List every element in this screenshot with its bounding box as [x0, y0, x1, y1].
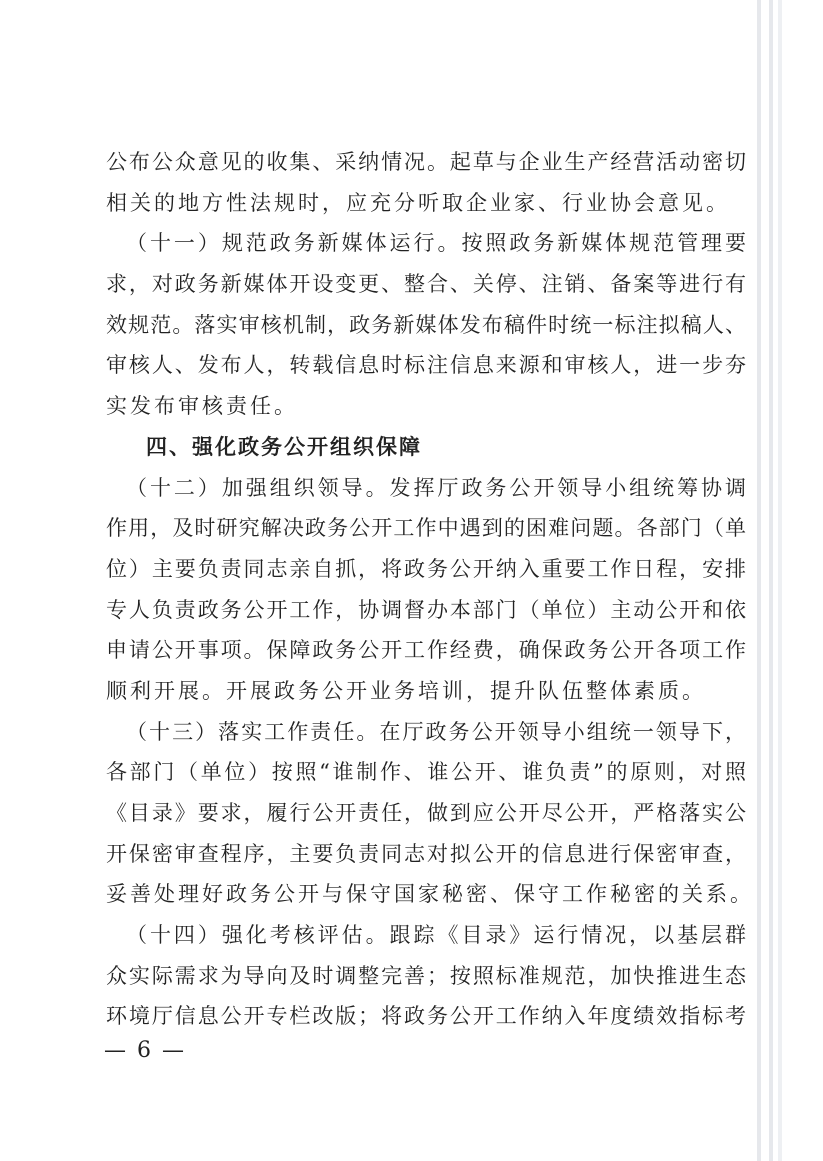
text-line: 环境厅信息公开专栏改版；将政务公开工作纳入年度绩效指标考 [106, 1004, 746, 1029]
text-line: 相关的地方性法规时，应充分听取企业家、行业协会意见。 [106, 190, 730, 215]
text-line: 效规范。落实审核机制，政务新媒体发布稿件时统一标注拟稿人、 [106, 312, 746, 337]
section-12-line: （十二）加强组织领导。发挥厅政务公开领导小组统筹协调 [126, 475, 746, 500]
text-line: 公布公众意见的收集、采纳情况。起草与企业生产经营活动密切 [106, 150, 746, 174]
text-line: 妥善处理好政务公开与保守国家秘密、保守工作秘密的关系。 [106, 882, 754, 907]
page-edge-line [769, 0, 773, 1161]
text-line: 《目录》要求，履行公开责任，做到应公开尽公开，严格落实公 [106, 801, 746, 825]
text-line: 申请公开事项。保障政务公开工作经费，确保政务公开各项工作 [106, 638, 746, 663]
text-line: 位）主要负责同志亲自抓，将政务公开纳入重要工作日程，安排 [106, 556, 746, 581]
page-number: — 6 — [104, 1038, 186, 1063]
section-13-line: （十三）落实工作责任。在厅政务公开领导小组统一领导下， [126, 719, 746, 744]
page-edge-line [757, 0, 761, 1161]
text-line: 求，对政务新媒体开设变更、整合、关停、注销、备案等进行有 [106, 272, 746, 297]
page-edge-line [778, 0, 782, 1161]
text-line: 审核人、发布人，转载信息时标注信息来源和审核人，进一步夯 [106, 353, 746, 378]
section-11-line: （十一）规范政务新媒体运行。按照政务新媒体规范管理要 [126, 231, 746, 256]
text-line: 专人负责政务公开工作，协调督办本部门（单位）主动公开和依 [106, 597, 746, 622]
section-14-line: （十四）强化考核评估。跟踪《目录》运行情况，以基层群 [126, 923, 746, 948]
section-heading: 四、强化政务公开组织保障 [146, 434, 422, 459]
text-line: 开保密审查程序，主要负责同志对拟公开的信息进行保密审查， [106, 841, 746, 866]
document-body [106, 142, 754, 1037]
text-line: 实发布审核责任。 [106, 394, 298, 419]
text-line: 众实际需求为导向及时调整完善；按照标准规范，加快推进生态 [106, 963, 746, 988]
text-line: 顺利开展。开展政务公开业务培训，提升队伍整体素质。 [106, 678, 706, 703]
text-line: 作用，及时研究解决政务公开工作中遇到的困难问题。各部门（单 [106, 516, 746, 541]
text-line: 各部门（单位）按照“谁制作、谁公开、谁负责”的原则，对照 [106, 760, 746, 785]
